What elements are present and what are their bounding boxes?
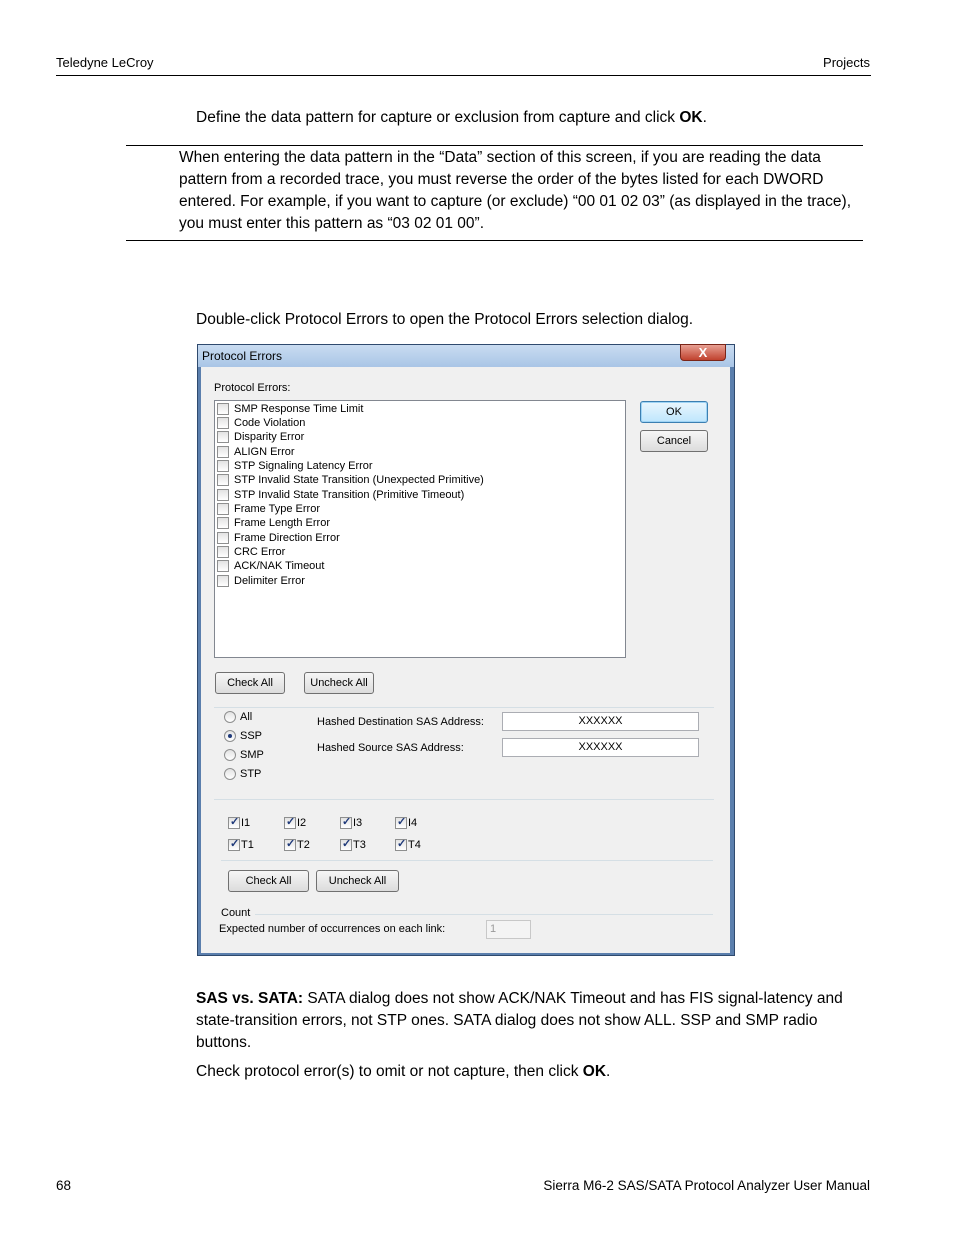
link-t1-label: T1 xyxy=(241,839,254,851)
radio-stp-button[interactable] xyxy=(224,768,236,780)
link-t1-checkbox[interactable] xyxy=(228,839,240,851)
footer-page-number: 68 xyxy=(56,1178,72,1193)
final-bold: OK xyxy=(582,1063,607,1080)
protocol-group-frame xyxy=(214,707,714,708)
cancel-button[interactable]: Cancel xyxy=(640,430,708,452)
intro-bold: OK xyxy=(679,109,703,126)
link-i1-label: I1 xyxy=(241,817,251,829)
radio-smp-label: SMP xyxy=(240,749,264,761)
list-item[interactable] xyxy=(217,545,285,559)
intro-paragraph xyxy=(196,107,872,129)
error-checkbox[interactable] xyxy=(217,575,229,587)
count-group-frame xyxy=(255,914,713,915)
final-text: Check protocol error(s) to omit or not capture, then click xyxy=(196,1063,583,1080)
sas-vs-sata-text: SATA dialog does not show ACK/NAK Timeout and has FIS signal-latency and state-transition errors, not STP ones. SATA dialog does not show ALL. SSP and SMP radio buttons. xyxy=(196,990,843,1051)
hashed-dest-input[interactable]: XXXXXX xyxy=(502,712,699,731)
uncheck-all-links-button[interactable]: Uncheck All xyxy=(316,870,399,892)
list-item[interactable] xyxy=(217,502,320,516)
error-label: Disparity Error xyxy=(234,431,305,443)
note-bottom-rule xyxy=(126,240,863,241)
radio-ssp-label: SSP xyxy=(240,730,263,742)
error-label: CRC Error xyxy=(234,546,286,558)
link-t3[interactable] xyxy=(340,839,366,851)
error-label: ACK/NAK Timeout xyxy=(234,560,325,572)
radio-all-button[interactable] xyxy=(224,711,236,723)
link-i2-checkbox[interactable] xyxy=(284,817,296,829)
intro-text: Define the data pattern for capture or exclusion from capture and click xyxy=(196,109,680,126)
check-all-links-button[interactable]: Check All xyxy=(228,870,309,892)
error-checkbox[interactable] xyxy=(217,417,229,429)
radio-stp[interactable] xyxy=(224,768,261,780)
error-checkbox[interactable] xyxy=(217,460,229,472)
error-label: Frame Direction Error xyxy=(234,532,340,544)
link-t2-checkbox[interactable] xyxy=(284,839,296,851)
link-t3-label: T3 xyxy=(353,839,366,851)
occurrences-input[interactable]: 1 xyxy=(486,920,531,939)
links-group-frame xyxy=(214,799,714,800)
note-top-rule xyxy=(126,145,863,146)
error-checkbox[interactable] xyxy=(217,403,229,415)
check-all-errors-button[interactable]: Check All xyxy=(215,672,285,694)
list-item[interactable] xyxy=(217,574,305,588)
radio-ssp[interactable] xyxy=(224,730,262,742)
link-t2-label: T2 xyxy=(297,839,310,851)
radio-ssp-button[interactable] xyxy=(224,730,236,742)
link-t4-checkbox[interactable] xyxy=(395,839,407,851)
radio-smp-button[interactable] xyxy=(224,749,236,761)
error-checkbox[interactable] xyxy=(217,532,229,544)
error-label: STP Invalid State Transition (Unexpected Primitive) xyxy=(234,474,484,486)
error-checkbox[interactable] xyxy=(217,546,229,558)
count-label: Count xyxy=(221,907,253,919)
protocol-errors-label: Protocol Errors: xyxy=(214,382,291,394)
link-t1[interactable] xyxy=(228,839,254,851)
link-i4-checkbox[interactable] xyxy=(395,817,407,829)
error-checkbox[interactable] xyxy=(217,431,229,443)
error-label: Code Violation xyxy=(234,417,306,429)
list-item[interactable] xyxy=(217,402,363,416)
error-label: Delimiter Error xyxy=(234,575,305,587)
uncheck-all-errors-button[interactable]: Uncheck All xyxy=(304,672,374,694)
dialog-body xyxy=(201,367,730,953)
sas-vs-sata-paragraph xyxy=(196,988,872,1054)
header-right: Projects xyxy=(823,55,870,70)
error-label: Frame Length Error xyxy=(234,517,330,529)
list-item[interactable] xyxy=(217,416,305,430)
radio-all-label: All xyxy=(240,711,253,723)
error-checkbox[interactable] xyxy=(217,489,229,501)
links-inner-frame xyxy=(221,860,713,861)
radio-all[interactable] xyxy=(224,711,252,723)
list-item[interactable] xyxy=(217,445,295,459)
error-label: STP Invalid State Transition (Primitive Timeout) xyxy=(234,489,465,501)
link-i2-label: I2 xyxy=(297,817,307,829)
link-i3[interactable] xyxy=(340,817,362,829)
list-item[interactable] xyxy=(217,459,373,473)
error-label: Frame Type Error xyxy=(234,503,320,515)
list-item[interactable] xyxy=(217,516,330,530)
hashed-src-label: Hashed Source SAS Address: xyxy=(317,742,464,754)
header-left: Teledyne LeCroy xyxy=(56,55,154,70)
link-i2[interactable] xyxy=(284,817,306,829)
error-checkbox[interactable] xyxy=(217,560,229,572)
close-button[interactable] xyxy=(680,344,726,361)
error-label: SMP Response Time Limit xyxy=(234,403,364,415)
dialog-titlebar xyxy=(198,345,734,367)
close-icon: X xyxy=(698,345,708,360)
error-label: ALIGN Error xyxy=(234,446,295,458)
protocol-errors-list[interactable] xyxy=(214,400,626,658)
dialog-title: Protocol Errors xyxy=(202,349,283,363)
radio-stp-label: STP xyxy=(240,768,262,780)
link-i1-checkbox[interactable] xyxy=(228,817,240,829)
error-checkbox[interactable] xyxy=(217,474,229,486)
link-i3-label: I3 xyxy=(353,817,363,829)
list-item[interactable] xyxy=(217,488,464,502)
header-rule xyxy=(56,75,871,76)
final-paragraph xyxy=(196,1061,872,1083)
footer-title: Sierra M6-2 SAS/SATA Protocol Analyzer User Manual xyxy=(543,1178,870,1193)
list-item[interactable] xyxy=(217,473,484,487)
protocol-errors-dialog xyxy=(197,344,735,956)
error-checkbox[interactable] xyxy=(217,446,229,458)
link-t4[interactable] xyxy=(395,839,421,851)
link-i4[interactable] xyxy=(395,817,417,829)
intro-end: . xyxy=(702,109,707,126)
final-end: . xyxy=(606,1063,611,1080)
hashed-dest-label: Hashed Destination SAS Address: xyxy=(317,716,484,728)
error-checkbox[interactable] xyxy=(217,517,229,529)
sas-vs-sata-bold: SAS vs. SATA: xyxy=(196,990,304,1007)
link-t4-label: T4 xyxy=(408,839,421,851)
hashed-src-input[interactable]: XXXXXX xyxy=(502,738,699,757)
link-i4-label: I4 xyxy=(408,817,418,829)
occurrences-label: Expected number of occurrences on each link: xyxy=(219,923,446,935)
link-t2[interactable] xyxy=(284,839,310,851)
ok-button[interactable]: OK xyxy=(640,401,708,423)
radio-smp[interactable] xyxy=(224,749,264,761)
error-checkbox[interactable] xyxy=(217,503,229,515)
note-text: When entering the data pattern in the “Data” section of this screen, if you are reading the data pattern from a recorded trace, you must reverse the order of the bytes listed for each DWORD entered. For example, if you want to capture (or exclude) “00 01 02 03” (as displayed in the trace), you must enter this pattern as “03 02 01 00”. xyxy=(179,149,852,232)
error-label: STP Signaling Latency Error xyxy=(234,460,373,472)
list-item[interactable] xyxy=(217,531,340,545)
link-i1[interactable] xyxy=(228,817,250,829)
link-i3-checkbox[interactable] xyxy=(340,817,352,829)
list-item[interactable] xyxy=(217,430,304,444)
instruction-text: Double-click Protocol Errors to open the Protocol Errors selection dialog. xyxy=(196,311,694,328)
list-item[interactable] xyxy=(217,559,324,573)
link-t3-checkbox[interactable] xyxy=(340,839,352,851)
